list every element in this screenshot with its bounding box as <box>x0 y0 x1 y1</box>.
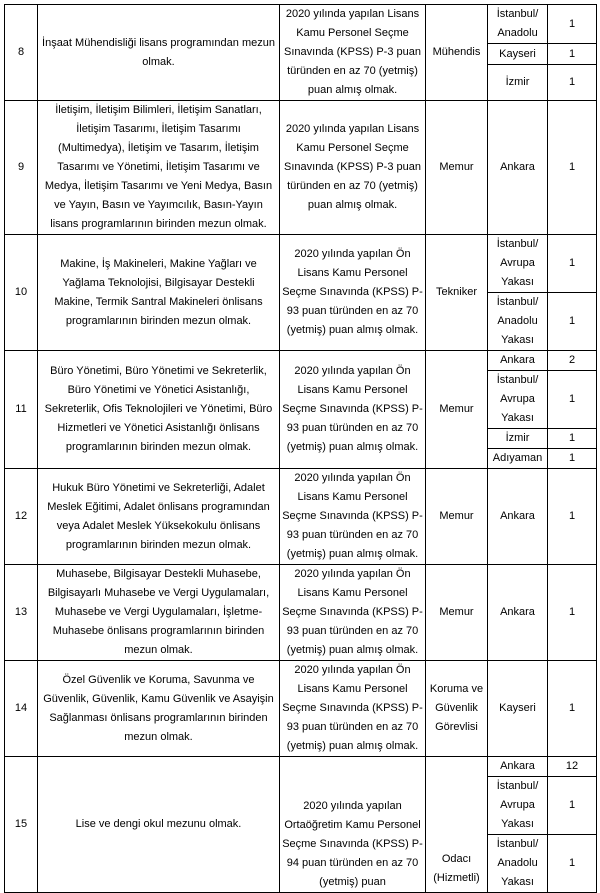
condition-cell: İnşaat Mühendisliği lisans programından mezun olmak. <box>38 5 280 101</box>
count-cell: 1 <box>548 449 597 469</box>
title-cell: Koruma ve Güvenlik Görevlisi <box>426 661 488 757</box>
city-cell: Adıyaman <box>488 449 548 469</box>
table-row <box>5 757 597 777</box>
row-number: 10 <box>5 235 38 351</box>
row-number: 15 <box>5 757 38 893</box>
city-cell: Kayseri <box>488 44 548 64</box>
count-cell: 1 <box>548 371 597 429</box>
city-cell: Ankara <box>488 757 548 777</box>
condition-cell: Makine, İş Makineleri, Makine Yağları ve Yağlama Teknolojisi, Bilgisayar Destekli Makine, Termik Santral Makineleri önlisans programlarının birinden mezun olmak. <box>38 235 280 351</box>
exam-cell: 2020 yılında yapılan Lisans Kamu Personel Seçme Sınavında (KPSS) P-3 puan türünden en az 70 (yetmiş) puan almış olmak. <box>280 5 426 101</box>
positions-table <box>4 4 597 893</box>
count-cell: 1 <box>548 235 597 293</box>
count-cell: 1 <box>548 293 597 351</box>
condition-cell: İletişim, İletişim Bilimleri, İletişim Sanatları, İletişim Tasarımı, İletişim Tasarımı (Multimedya), İletişim ve Tasarım, İletişim Tasarımı ve Yönetimi, İletişim Tasarımı ve Medya, İletişim Tasarımı ve Yeni Medya, Basın ve Yayın, Basın ve Yayımcılık, Basın-Yayın lisans programlarının birinden mezun olmak. <box>38 101 280 235</box>
count-cell: 1 <box>548 835 597 893</box>
table-row <box>5 101 597 235</box>
row-number: 12 <box>5 469 38 565</box>
count-cell: 12 <box>548 757 597 777</box>
city-cell: Ankara <box>488 351 548 371</box>
exam-cell: 2020 yılında yapılan Ön Lisans Kamu Personel Seçme Sınavında (KPSS) P-93 puan türünden en az 70 (yetmiş) puan almış olmak. <box>280 351 426 469</box>
exam-cell: 2020 yılında yapılan Ön Lisans Kamu Personel Seçme Sınavında (KPSS) P-93 puan türünden en az 70 (yetmiş) puan almış olmak. <box>280 469 426 565</box>
table-row <box>5 235 597 293</box>
count-cell: 1 <box>548 64 597 100</box>
row-number: 13 <box>5 565 38 661</box>
title-cell: Memur <box>426 101 488 235</box>
row-number: 14 <box>5 661 38 757</box>
table-row <box>5 661 597 757</box>
count-cell: 1 <box>548 661 597 757</box>
count-cell: 1 <box>548 469 597 565</box>
city-cell: İzmir <box>488 64 548 100</box>
city-cell: İstanbul/ Anadolu Yakası <box>488 293 548 351</box>
table-row <box>5 5 597 44</box>
city-cell: İstanbul/ Avrupa Yakası <box>488 235 548 293</box>
table-row <box>5 565 597 661</box>
title-cell: Memur <box>426 565 488 661</box>
condition-cell: Muhasebe, Bilgisayar Destekli Muhasebe, Bilgisayarlı Muhasebe ve Vergi Uygulamaları, Muhasebe ve Vergi Uygulamaları, İşletme-Muhasebe önlisans programlarının birinden mezun olmak. <box>38 565 280 661</box>
condition-cell: Büro Yönetimi, Büro Yönetimi ve Sekreterlik, Büro Yönetimi ve Yönetici Asistanlığı, Sekreterlik, Ofis Teknolojileri ve Yönetimi, Büro Hizmetleri ve Yönetici Asistanlığı önlisans programlarının birinden mezun olmak. <box>38 351 280 469</box>
city-cell: İzmir <box>488 429 548 449</box>
count-cell: 1 <box>548 429 597 449</box>
city-cell: Kayseri <box>488 661 548 757</box>
city-cell: Ankara <box>488 469 548 565</box>
count-cell: 1 <box>548 44 597 64</box>
exam-cell: 2020 yılında yapılan Ön Lisans Kamu Personel Seçme Sınavında (KPSS) P-93 puan türünden en az 70 (yetmiş) puan almış olmak. <box>280 565 426 661</box>
exam-cell: 2020 yılında yapılan Lisans Kamu Personel Seçme Sınavında (KPSS) P-3 puan türünden en az 70 (yetmiş) puan almış olmak. <box>280 101 426 235</box>
count-cell: 1 <box>548 101 597 235</box>
title-cell: Mühendis <box>426 5 488 101</box>
table-row <box>5 469 597 565</box>
title-cell: Tekniker <box>426 235 488 351</box>
condition-cell: Hukuk Büro Yönetimi ve Sekreterliği, Adalet Meslek Eğitimi, Adalet önlisans programından veya Adalet Meslek Yüksekokulu önlisans programlarının birinden mezun olmak. <box>38 469 280 565</box>
condition-cell: Özel Güvenlik ve Koruma, Savunma ve Güvenlik, Güvenlik, Kamu Güvenlik ve Asayişin Sağlanması önlisans programlarının birinden mezun olmak. <box>38 661 280 757</box>
exam-cell: 2020 yılında yapılan Ön Lisans Kamu Personel Seçme Sınavında (KPSS) P-93 puan türünden en az 70 (yetmiş) puan almış olmak. <box>280 661 426 757</box>
count-cell: 1 <box>548 777 597 835</box>
title-cell: Memur <box>426 469 488 565</box>
city-cell: İstanbul/ Avrupa Yakası <box>488 777 548 835</box>
title-cell: Memur <box>426 351 488 469</box>
condition-cell: Lise ve dengi okul mezunu olmak. <box>38 757 280 893</box>
count-cell: 1 <box>548 565 597 661</box>
count-cell: 1 <box>548 5 597 44</box>
count-cell: 2 <box>548 351 597 371</box>
title-cell: Odacı (Hizmetli) <box>426 757 488 893</box>
exam-cell: 2020 yılında yapılan Ön Lisans Kamu Personel Seçme Sınavında (KPSS) P-93 puan türünden en az 70 (yetmiş) puan almış olmak. <box>280 235 426 351</box>
table-row <box>5 351 597 371</box>
exam-cell: 2020 yılında yapılan Ortaöğretim Kamu Personel Seçme Sınavında (KPSS) P-94 puan türünden en az 70 (yetmiş) puan <box>280 757 426 893</box>
city-cell: Ankara <box>488 565 548 661</box>
city-cell: Ankara <box>488 101 548 235</box>
row-number: 9 <box>5 101 38 235</box>
city-cell: İstanbul/ Anadolu Yakası <box>488 835 548 893</box>
row-number: 11 <box>5 351 38 469</box>
city-cell: İstanbul/ Avrupa Yakası <box>488 371 548 429</box>
city-cell: İstanbul/ Anadolu <box>488 5 548 44</box>
row-number: 8 <box>5 5 38 101</box>
